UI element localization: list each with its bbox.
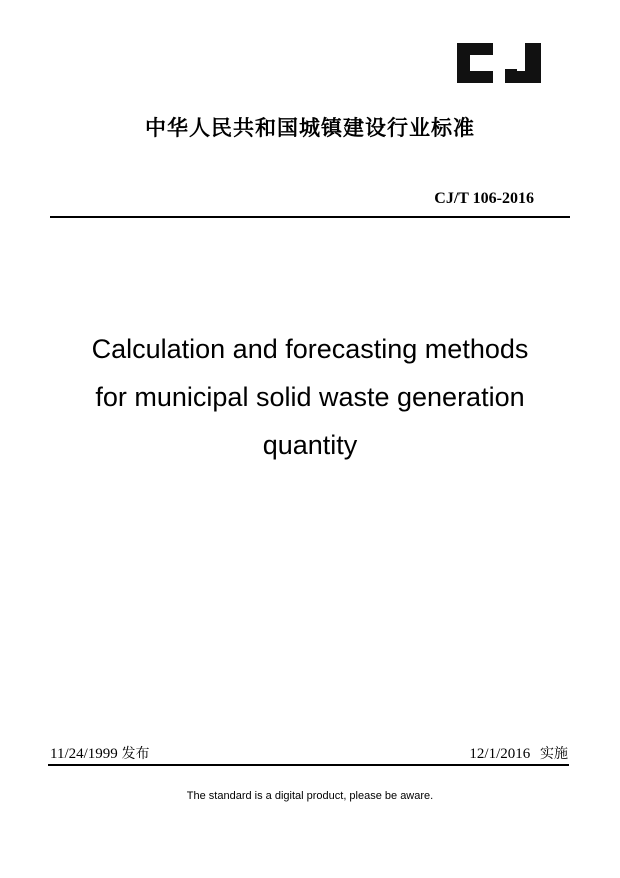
cj-logo-j — [505, 43, 541, 83]
document-title-line-1: Calculation and forecasting methods — [91, 334, 529, 364]
implementation-label: 实施 — [540, 746, 568, 762]
document-title-line-3: quantity — [262, 430, 358, 460]
header-divider — [50, 216, 570, 218]
industry-standard-title: 中华人民共和国城镇建设行业标准 — [145, 116, 475, 140]
implementation-date: 12/1/2016 — [469, 746, 531, 762]
standard-number: CJ/T 106-2016 — [434, 190, 534, 207]
issue-label: 发布 — [121, 746, 150, 762]
cj-logo-c — [457, 43, 493, 83]
footer-divider — [48, 764, 569, 766]
cj-logo — [453, 40, 545, 86]
implementation-date-block — [469, 744, 568, 764]
document-title — [0, 325, 620, 469]
issue-date-block — [50, 744, 150, 764]
issue-date: 11/24/1999 — [50, 746, 118, 762]
document-title-line-2: for municipal solid waste generation — [95, 382, 525, 412]
digital-product-note: The standard is a digital product, please be aware. — [186, 790, 434, 802]
